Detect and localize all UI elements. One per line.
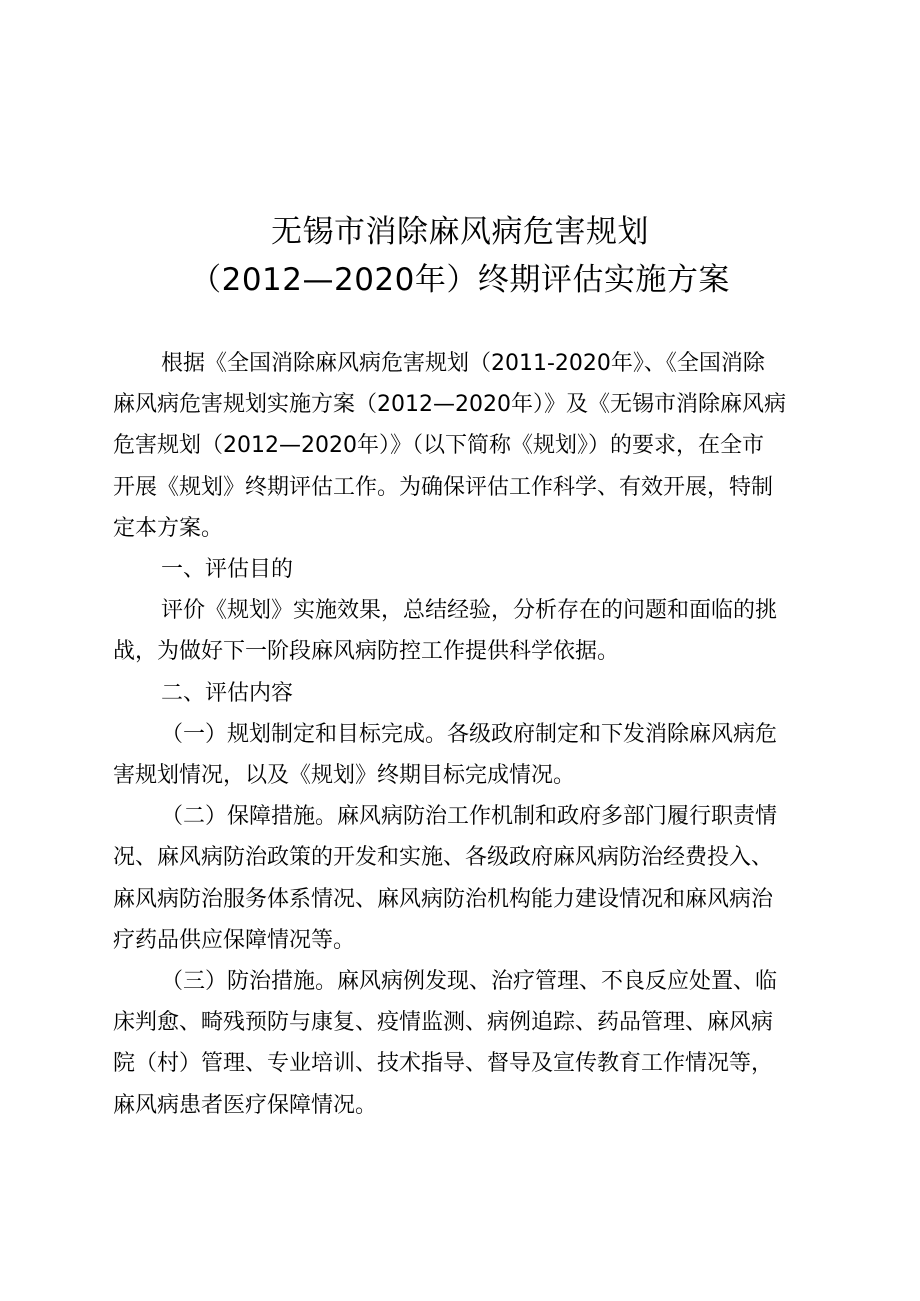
section-heading-purpose: 一、评估目的 [161,557,294,583]
text-line: 危害规划（2012—2020年）》（以下简称《规划》）的要求，在全市 [113,433,764,459]
content-item-1 [113,714,811,796]
text-line: 麻风病患者医疗保障情况。 [113,1092,378,1118]
text-line: 害规划情况，以及《规划》终期目标完成情况。 [113,763,576,789]
text-line: 战，为做好下一阶段麻风病防控工作提供科学依据。 [113,639,620,665]
purpose-paragraph [113,590,811,672]
title-line-2: （2012—2020年）终期评估实施方案 [190,262,730,298]
text-line: 麻风病危害规划实施方案（2012—2020年）》及《无锡市消除麻风病 [113,392,786,418]
section-heading-content: 二、评估内容 [161,680,294,706]
text-line: （一）规划制定和目标完成。各级政府制定和下发消除麻风病危 [161,721,778,747]
text-line: 根据《全国消除麻风病危害规划（2011-2020年》、《全国消除 [161,351,765,376]
text-line: （二）保障措施。麻风病防治工作机制和政府多部门履行职责情 [161,804,778,830]
text-line: 床判愈、畸残预防与康复、疫情监测、病例追踪、药品管理、麻风病 [113,1010,774,1036]
content-item-2 [113,796,811,961]
document-title [0,208,920,304]
text-line: 况、麻风病防治政策的开发和实施、各级政府麻风病防治经费投入、 [113,845,774,871]
content-item-3 [113,961,811,1126]
title-line-1: 无锡市消除麻风病危害规划 [271,214,649,250]
intro-paragraph [113,343,811,549]
text-line: 院（村）管理、专业培训、技术指导、督导及宣传教育工作情况等， [113,1051,774,1077]
text-line: 评价《规划》实施效果，总结经验，分析存在的问题和面临的挑 [161,598,778,624]
text-line: 疗药品供应保障情况等。 [113,927,356,953]
document-body [113,343,811,1126]
text-line: 开展《规划》终期评估工作。为确保评估工作科学、有效开展，特制 [113,474,774,500]
text-line: 麻风病防治服务体系情况、麻风病防治机构能力建设情况和麻风病治 [113,886,774,912]
text-line: （三）防治措施。麻风病例发现、治疗管理、不良反应处置、临 [161,969,778,995]
text-line: 定本方案。 [113,515,224,541]
